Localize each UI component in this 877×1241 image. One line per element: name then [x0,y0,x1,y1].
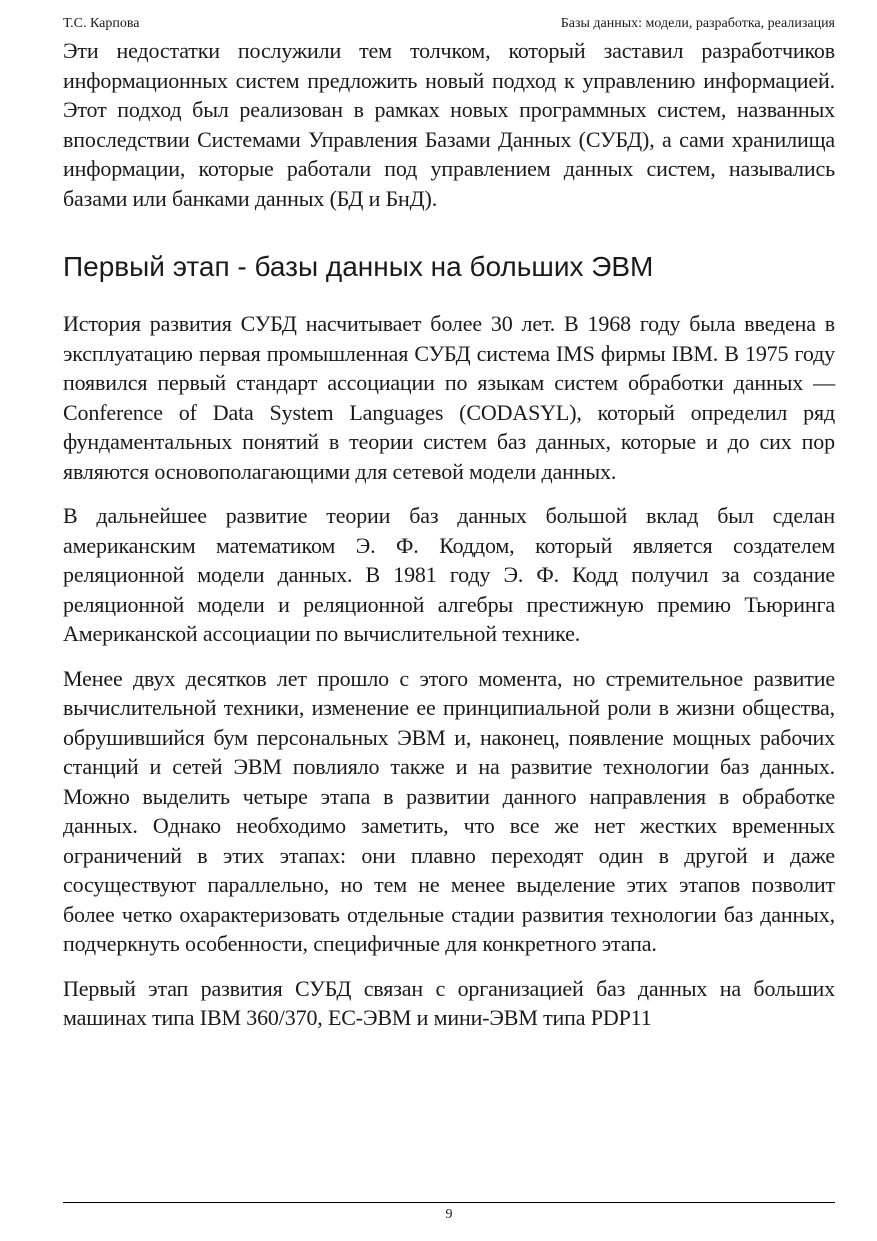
footer-divider [63,1202,835,1203]
page-number: 9 [445,1207,453,1222]
page-content [63,36,835,1033]
paragraph-history: История развития СУБД насчитывает более 30 лет. В 1968 году была введена в эксплуатацию первая промышленная СУБД система IMS фирмы IBM. В 1975 году появился первый стандарт ассоциации по языкам систем обработки данных — Conference of Data System Languages (CODASYL), который определил ряд фундаментальных понятий в теории систем баз данных, которые и до сих пор являются основополагающими для сетевой модели данных. [63,311,835,484]
section-heading: Первый этап - базы данных на больших ЭВМ [63,251,654,282]
paragraph-first-stage: Первый этап развития СУБД связан с организацией баз данных на больших машинах типа IBM 360/370, ЕС-ЭВМ и мини-ЭВМ типа PDP11 [63,975,835,1030]
paragraph-intro: Эти недостатки послужили тем толчком, который заставил разработчиков информационных систем предложить новый подход к управлению информацией. Этот подход был реализован в рамках новых программных систем, названных впоследствии Системами Управления Базами Данных (СУБД), а сами хранилища информации, которые работали под управлением данных систем, назывались базами или банками данных (БД и БнД). [63,38,835,211]
document-page [63,0,835,1241]
running-header [63,14,835,34]
header-book-title: Базы данных: модели, разработка, реализация [560,16,835,31]
paragraph-codd: В дальнейшее развитие теории баз данных большой вклад был сделан американским математиком Э. Ф. Коддом, который является создателем реляционной модели данных. В 1981 году Э. Ф. Кодд получил за создание реляционной модели и реляционной алгебры престижную премию Тьюринга Американской ассоциации по вычислительной технике. [63,503,835,646]
paragraph-stages: Менее двух десятков лет прошло с этого момента, но стремительное развитие вычислительной техники, изменение ее принципиальной роли в жизни общества, обрушившийся бум персональных ЭВМ и, наконец, появление мощных рабочих станций и сетей ЭВМ повлияло также и на развитие технологии баз данных. Можно выделить четыре этапа в развитии данного направления в обработке данных. Однако необходимо заметить, что все же нет жестких временных ограничений в этих этапах: они плавно переходят один в другой и даже сосуществуют параллельно, но тем не менее выделение этих этапов позволит более четко охарактеризовать отдельные стадии развития технологии баз данных, подчеркнуть особенности, специфичные для конкретного этапа. [63,665,835,956]
header-author: Т.С. Карпова [63,16,140,31]
